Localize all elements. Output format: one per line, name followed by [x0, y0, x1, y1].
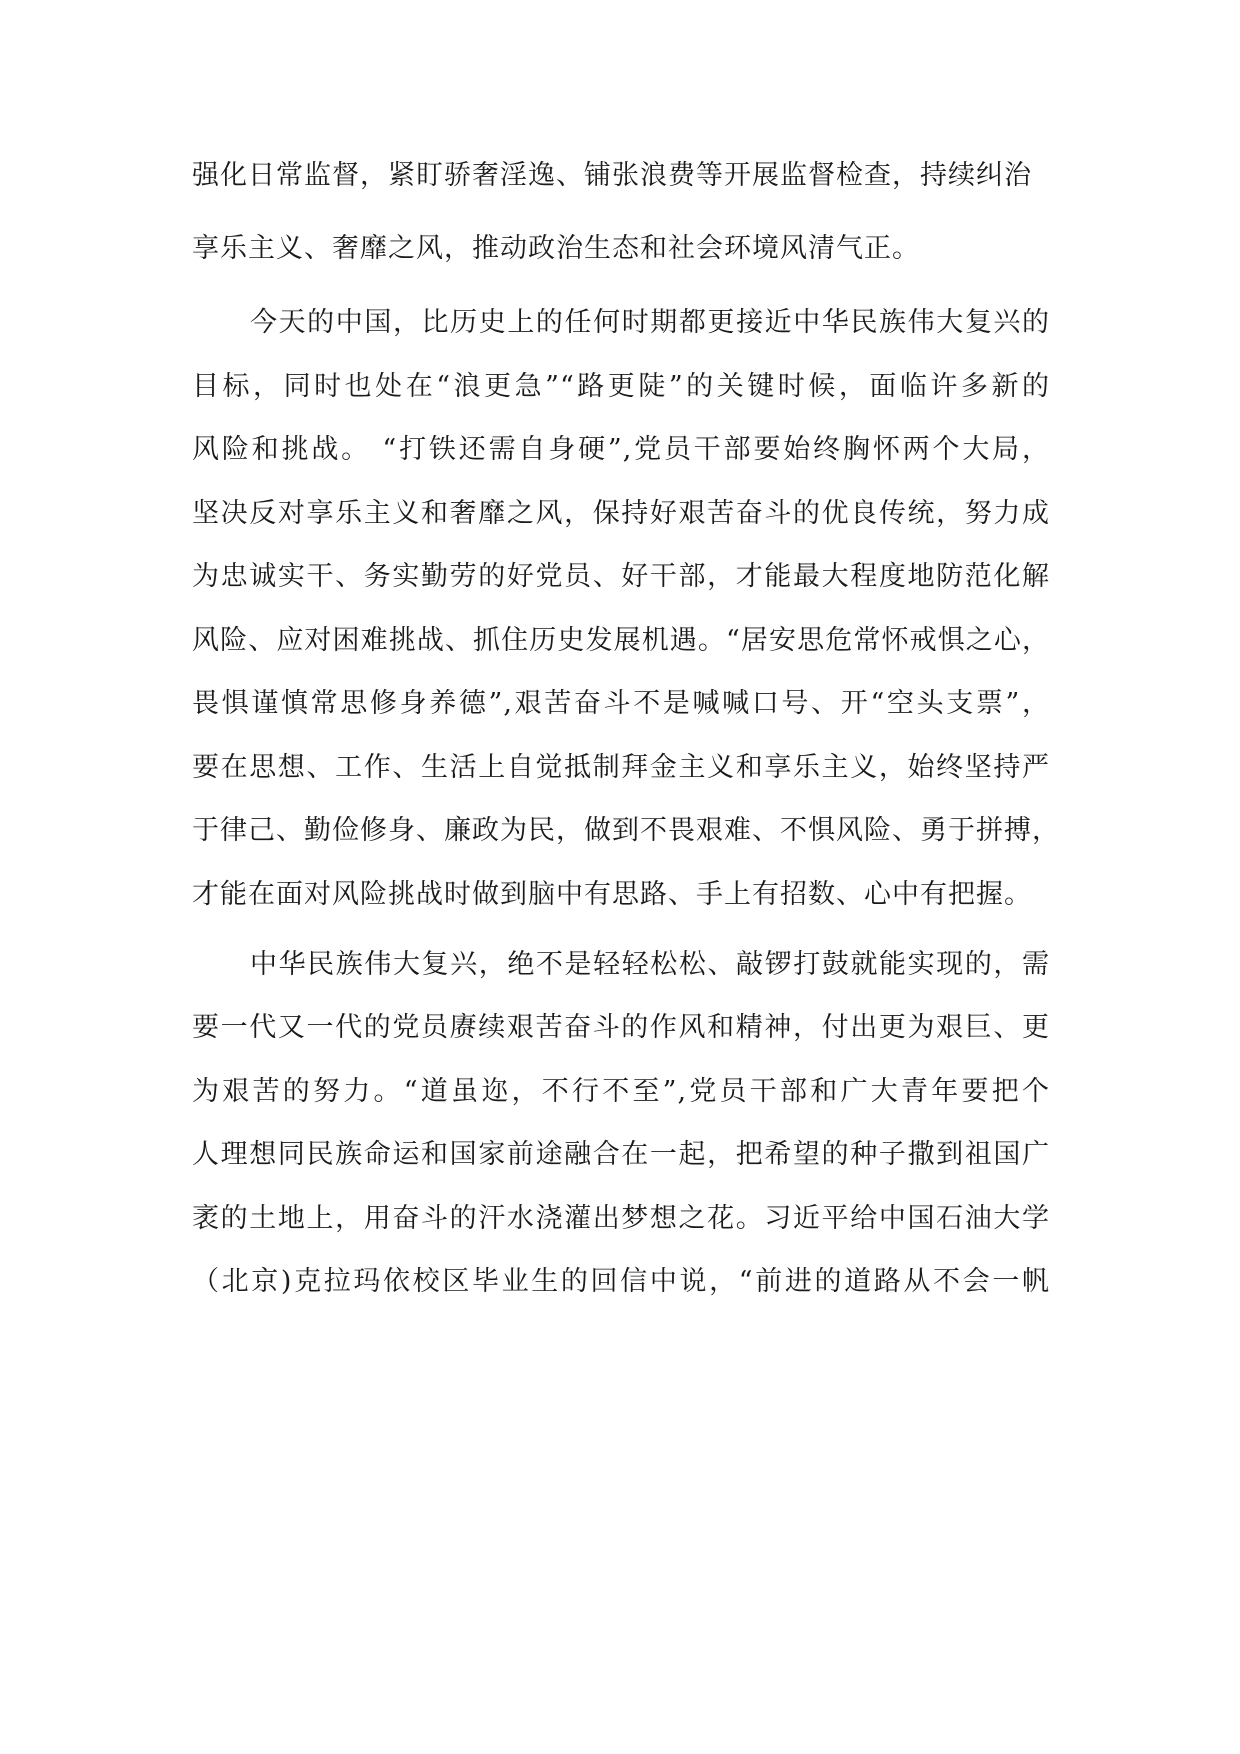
text-line: 畏惧谨慎常思修身养德”,艰苦奋斗不是喊喊口号、开“空头支票”， [192, 688, 1050, 719]
text-line: 享乐主义、奢靡之风，推动政治生态和社会环境风清气正。 [192, 233, 920, 264]
text-line: 强化日常监督，紧盯骄奢淫逸、铺张浪费等开展监督检查，持续纠治 [192, 160, 1032, 191]
paragraph-first-line: 今天的中国，比历史上的任何时期都更接近中华民族伟大复兴的 [250, 307, 1050, 338]
text-line: 袤的土地上，用奋斗的汗水浇灌出梦想之花。习近平给中国石油大学 [192, 1203, 1050, 1234]
text-line: 目标，同时也处在“浪更急”“路更陡”的关键时候，面临许多新的 [192, 371, 1050, 402]
paragraph-first-line: 中华民族伟大复兴，绝不是轻轻松松、敲锣打鼓就能实现的，需 [250, 949, 1050, 980]
text-line: 坚决反对享乐主义和奢靡之风，保持好艰苦奋斗的优良传统，努力成 [192, 498, 1050, 529]
text-line: 为艰苦的努力。“道虽迩，不行不至”,党员干部和广大青年要把个 [192, 1076, 1050, 1107]
text-line: 风险和挑战。 “打铁还需自身硬”,党员干部要始终胸怀两个大局， [192, 434, 1050, 465]
text-line: 风险、应对困难挑战、抓住历史发展机遇。“居安思危常怀戒惧之心， [192, 625, 1050, 656]
text-line: （北京)克拉玛依校区毕业生的回信中说，“前进的道路从不会一帆 [192, 1266, 1050, 1297]
text-line: 于律己、勤俭修身、廉政为民，做到不畏艰难、不惧风险、勇于拼搏， [192, 815, 1060, 846]
text-line: 为忠诚实干、务实勤劳的好党员、好干部，才能最大程度地防范化解 [192, 561, 1050, 592]
text-line: 要在思想、工作、生活上自觉抵制拜金主义和享乐主义，始终坚持严 [192, 752, 1050, 783]
text-line: 人理想同民族命运和国家前途融合在一起，把希望的种子撒到祖国广 [192, 1139, 1050, 1170]
text-line: 才能在面对风险挑战时做到脑中有思路、手上有招数、心中有把握。 [192, 879, 1032, 910]
text-line: 要一代又一代的党员赓续艰苦奋斗的作风和精神，付出更为艰巨、更 [192, 1012, 1050, 1043]
